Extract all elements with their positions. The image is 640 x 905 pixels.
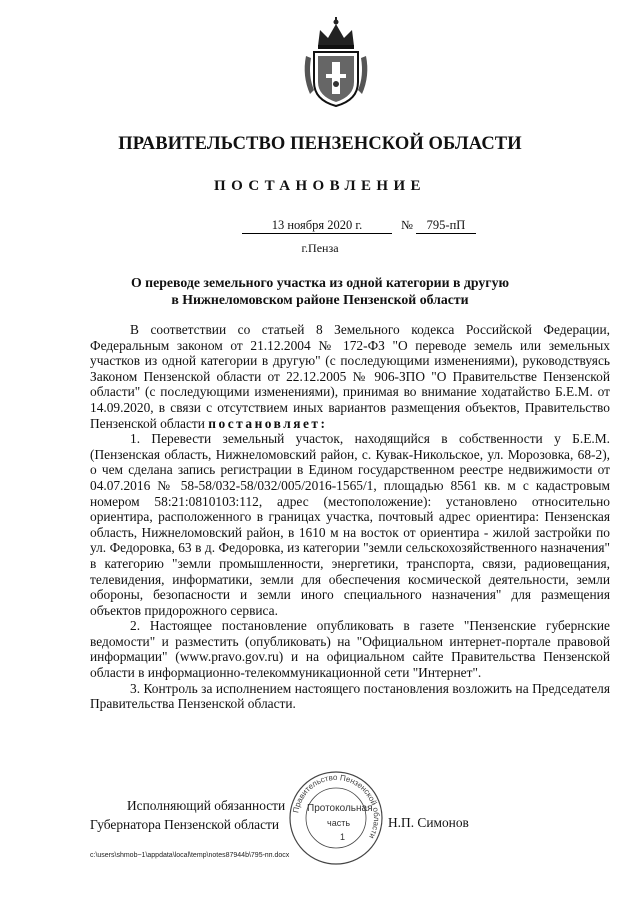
government-title: ПРАВИТЕЛЬСТВО ПЕНЗЕНСКОЙ ОБЛАСТИ: [118, 134, 522, 154]
document-subject: [90, 274, 550, 308]
city: г.Пенза: [301, 241, 339, 255]
resolves-word: постановляет:: [208, 415, 328, 431]
stamp-ring-text: Правительство Пензенской области: [291, 772, 382, 841]
item-2-paragraph: 2. Настоящее постановление опубликовать в газете "Пензенские губернские ведомости" и разместить (опубликовать) на "Официальном интернет-портале правовой информации" (www.pravo.gov.ru) и на официальном сайте Правительства Пензенской области в информационно-телекоммуникационной сети "Интернет".: [90, 618, 610, 681]
document-number: 795-пП: [416, 218, 476, 234]
number-sign: №: [401, 218, 413, 232]
subject-line-1: О переводе земельного участка из одной категории в другую: [130, 275, 510, 290]
stamp-line-1: Протокольная: [307, 803, 373, 814]
document-body: [90, 322, 610, 712]
position-line-1: Исполняющий обязанности: [127, 798, 286, 813]
stamp-line-3: 1: [340, 832, 346, 842]
preamble-text: В соответствии со статьей 8 Земельного кодекса Российской Федерации, Федеральным законом от 21.12.2004 № 172-ФЗ "О переводе земель или земельных участков из одной категории в другую" (с последующими изменениями), руководствуясь Законом Пензенской области от 22.12.2005 № 906-ЗПО "О Правительстве Пензенской области" (с последующими изменениями), принимая во внимание ходатайство Б.Е.М. от 14.09.2020, в связи с отсутствием иных вариантов размещения объектов, Правительство Пензенской области: [90, 322, 610, 431]
preamble-paragraph: [90, 322, 610, 431]
stamp-line-2: часть: [327, 818, 351, 828]
document-type: ПОСТАНОВЛЕНИЕ: [214, 178, 426, 194]
signatory-position: [90, 796, 285, 834]
position-line-2: Губернатора Пензенской области: [90, 817, 280, 832]
footer-file-path: c:\users\shmob~1\appdata\local\temp\notes87944b\795-пп.docx: [90, 852, 290, 859]
subject-line-2: в Нижнеломовском районе Пензенской области: [171, 292, 469, 307]
coat-of-arms-emblem: [296, 16, 376, 110]
document-date: 13 ноября 2020 г.: [242, 218, 392, 234]
item-3-paragraph: 3. Контроль за исполнением настоящего постановления возложить на Председателя Правительства Пензенской области.: [90, 680, 610, 712]
date-number-row: [0, 218, 640, 236]
item-1-paragraph: 1. Перевести земельный участок, находящийся в собственности у Б.Е.М. (Пензенская область, Нижнеломовский район, с. Кувак-Никольское, ул. Морозовка, 68-2), о чем сделана запись регистрации в Едином государственном реестре недвижимости от 04.07.2016 № 58-58/032-58/032/005/2016-1565/1, площадью 8561 кв. м с кадастровым номером 58:21:0810103:112, адрес (местоположение): установлено относительно ориентира, расположенного в границах участка, почтовый адрес ориентира: Пензенская область, Нижнеломовский район, в 1610 м на восток от ориентира - жилой застройки по ул. Федоровка, 63 в д. Федоровка, из категории "земли сельскохозяйственного назначения" в категорию "земли промышленности, энергетики, транспорта, связи, радиовещания, телевидения, информатики, земли для обеспечения космической деятельности, земли обороны, безопасности и земли иного специального назначения" для размещения объектов придорожного сервиса.: [90, 431, 610, 618]
signatory-name: Н.П. Симонов: [388, 815, 469, 830]
